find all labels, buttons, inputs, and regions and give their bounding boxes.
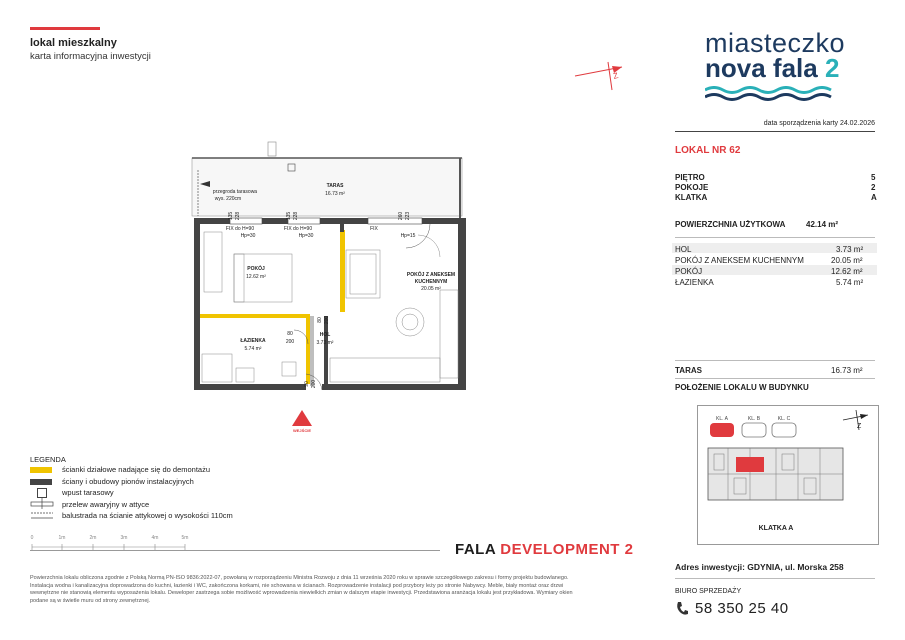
rooms-label: POKOJE bbox=[675, 183, 709, 192]
room-area-aneks: 20.05 m² bbox=[831, 256, 863, 265]
room-name-hol: HOL bbox=[675, 245, 692, 254]
terrace-value: 16.73 m² bbox=[831, 366, 863, 375]
room-name-aneks: POKÓJ Z ANEKSEM KUCHENNYM bbox=[675, 256, 804, 265]
door-dim-d: 200 bbox=[324, 315, 330, 325]
window-dim-1b: 228 bbox=[235, 211, 241, 221]
fix-label-3: FIX bbox=[370, 226, 378, 232]
sales-office-label: BIURO SPRZEDAŻY bbox=[675, 588, 742, 595]
room-name-pokoj: POKÓJ bbox=[675, 267, 703, 276]
page-subtitle: karta informacyjna inwestycji bbox=[30, 51, 151, 62]
window-dim-1a: 135 bbox=[228, 211, 234, 221]
brand-number: 2 bbox=[824, 53, 840, 83]
header-accent-bar bbox=[30, 27, 100, 30]
floor-label: PIĘTRO bbox=[675, 173, 705, 182]
przegroda-label-2: wys. 220cm bbox=[214, 196, 242, 202]
divider bbox=[675, 237, 875, 238]
hp15-label: Hp=15 bbox=[400, 233, 416, 239]
door-dim-a: 80 bbox=[287, 331, 293, 337]
przegroda-label-1: przegroda tarasowa bbox=[212, 189, 258, 195]
area-label: POWIERZCHNIA UŻYTKOWA bbox=[675, 220, 786, 229]
brand-line2 bbox=[705, 53, 839, 84]
building-plan-graphic bbox=[698, 406, 878, 544]
position-label: POŁOŻENIE LOKALU W BUDYNKU bbox=[675, 383, 809, 392]
fix-label-1b: Hp=30 bbox=[240, 233, 256, 239]
area-value: 42.14 m² bbox=[806, 220, 839, 229]
legend-item-2: ściany i obudowy pionów instalacyjnych bbox=[62, 477, 194, 486]
brand-line1: miasteczko bbox=[705, 28, 846, 58]
klatka-c-label: KL. C bbox=[777, 416, 791, 422]
lazienka-name: ŁAZIENKA bbox=[240, 338, 266, 344]
room-area-pokoj: 12.62 m² bbox=[831, 267, 863, 276]
scale-label-1: 1m bbox=[58, 535, 66, 541]
developer-name-2: DEVELOPMENT 2 bbox=[500, 541, 634, 558]
taras-name: TARAS bbox=[326, 183, 344, 189]
floor-drain-legend-icon bbox=[37, 488, 47, 498]
klatka-a-label: KL. A bbox=[716, 416, 728, 422]
door-dim-e: 90 bbox=[304, 381, 310, 387]
window-dim-2b: 228 bbox=[293, 211, 299, 221]
aneks-name-1: POKÓJ Z ANEKSEM bbox=[406, 272, 456, 278]
card-date: data sporządzenia karty 24.02.2026 bbox=[763, 120, 875, 127]
north-arrow-label: Z bbox=[612, 70, 620, 81]
scale-label-2: 2m bbox=[89, 535, 97, 541]
building-position-box bbox=[697, 405, 879, 545]
stair-value: A bbox=[871, 193, 877, 202]
legend-item-1: ścianki działowe nadające się do demontażu bbox=[62, 465, 211, 474]
rooms-value: 2 bbox=[871, 183, 876, 192]
room-name-lazienka: ŁAZIENKA bbox=[675, 278, 714, 287]
floor-plan bbox=[190, 140, 490, 440]
window-dim-2a: 135 bbox=[286, 211, 292, 221]
window-dim-3a: 260 bbox=[398, 211, 404, 221]
stair-label: KLATKA bbox=[675, 193, 708, 202]
divider bbox=[30, 550, 440, 551]
unit-number: LOKAL NR 62 bbox=[675, 145, 741, 156]
room-area-hol: 3.73 m² bbox=[836, 245, 864, 254]
developer-name-1: FALA bbox=[455, 541, 496, 558]
entry-label: WEJŚCIE bbox=[292, 428, 312, 433]
phone-icon bbox=[675, 601, 689, 617]
klatka-a-icon bbox=[710, 423, 734, 437]
divider bbox=[675, 360, 875, 361]
entry-marker-icon bbox=[292, 410, 312, 426]
page-title: lokal mieszkalny bbox=[30, 37, 117, 49]
room-area-lazienka: 5.74 m² bbox=[836, 278, 864, 287]
brand-waves-logo bbox=[705, 86, 845, 102]
klatka-caption: KLATKA A bbox=[758, 525, 794, 532]
brand-name: nova fala bbox=[705, 53, 818, 83]
legend-item-3: wpust tarasowy bbox=[62, 488, 114, 497]
lazienka-area: 5.74 m² bbox=[244, 346, 262, 352]
legend-swatch-yellow bbox=[30, 467, 52, 473]
overflow-legend-icon bbox=[30, 498, 54, 510]
taras-area: 16.73 m² bbox=[325, 191, 345, 197]
sales-phone[interactable]: 58 350 25 40 bbox=[695, 600, 789, 617]
legend-title: LEGENDA bbox=[30, 455, 66, 464]
door-dim-b: 200 bbox=[285, 339, 295, 345]
scale-label-0: 0 bbox=[30, 535, 34, 541]
hol-name: HOL bbox=[319, 332, 331, 338]
klatka-b-label: KL. B bbox=[747, 416, 761, 422]
fix-label-2b: Hp=30 bbox=[298, 233, 314, 239]
terrace-label: TARAS bbox=[675, 366, 702, 375]
scale-label-4: 4m bbox=[151, 535, 159, 541]
divider bbox=[675, 578, 875, 579]
footer-disclaimer: Powierzchnia lokalu obliczona zgodnie z Polską Normą PN-ISO 9836:2022-07, powołaną w rozporządzeniu Ministra Rozwoju z dnia 11 września 2020 roku w sprawie szczegółowego zakresu i formy projektu budowlanego. Instalacja wodna i kanalizacyjna doprowadzona do kuchni, łazienki i WC, zakończona korkami, nie schowana w ścianach. Rozprowadzenie instalacji pod przybory leży po stronie Nabywcy. Meble, biały montaż oraz drzwi wewnętrzne nie stanowią elementu wyposażenia lokalu. Deweloper zastrzega sobie możliwość wprowadzenia niewielkich zmian w dalszym etapie inwestycji. Przedstawiona aranżacja lokalu jest przykładowa. Wymiary okien podane są w świetle muru od strony zewnętrznej. bbox=[30, 575, 573, 604]
legend-swatch-dark bbox=[30, 479, 52, 485]
door-dim-c: 80 bbox=[317, 317, 323, 323]
fix-label-2: FIX do H=90 bbox=[283, 226, 313, 232]
building-compass-label: Z bbox=[857, 423, 862, 430]
developer-logo bbox=[455, 541, 633, 558]
investment-address: Adres inwestycji: GDYNIA, ul. Morska 258 bbox=[675, 562, 844, 572]
divider bbox=[675, 131, 875, 132]
floor-value: 5 bbox=[871, 173, 876, 182]
aneks-area: 20.05 m² bbox=[421, 286, 441, 292]
pokoj-area: 12.62 m² bbox=[246, 274, 266, 280]
legend-item-5: balustrada na ścianie attykowej o wysokości 110cm bbox=[62, 511, 233, 520]
pokoj-name: POKÓJ bbox=[247, 266, 265, 272]
north-arrow-icon bbox=[570, 58, 630, 98]
klatka-b-icon bbox=[742, 423, 766, 437]
unit-highlight bbox=[736, 457, 764, 472]
balustrade-legend-icon bbox=[30, 510, 54, 522]
klatka-c-icon bbox=[772, 423, 796, 437]
legend-item-4: przelew awaryjny w attyce bbox=[62, 500, 150, 509]
scale-bar bbox=[30, 530, 190, 552]
aneks-name-2: KUCHENNYM bbox=[414, 279, 448, 285]
scale-label-5: 5m bbox=[181, 535, 189, 541]
scale-label-3: 3m bbox=[120, 535, 128, 541]
divider bbox=[675, 378, 875, 379]
window-dim-3b: 223 bbox=[405, 211, 411, 221]
hol-area: 3.73 m² bbox=[316, 340, 334, 346]
fix-label-1: FIX do H=90 bbox=[225, 226, 255, 232]
door-dim-f: 200 bbox=[311, 379, 317, 389]
